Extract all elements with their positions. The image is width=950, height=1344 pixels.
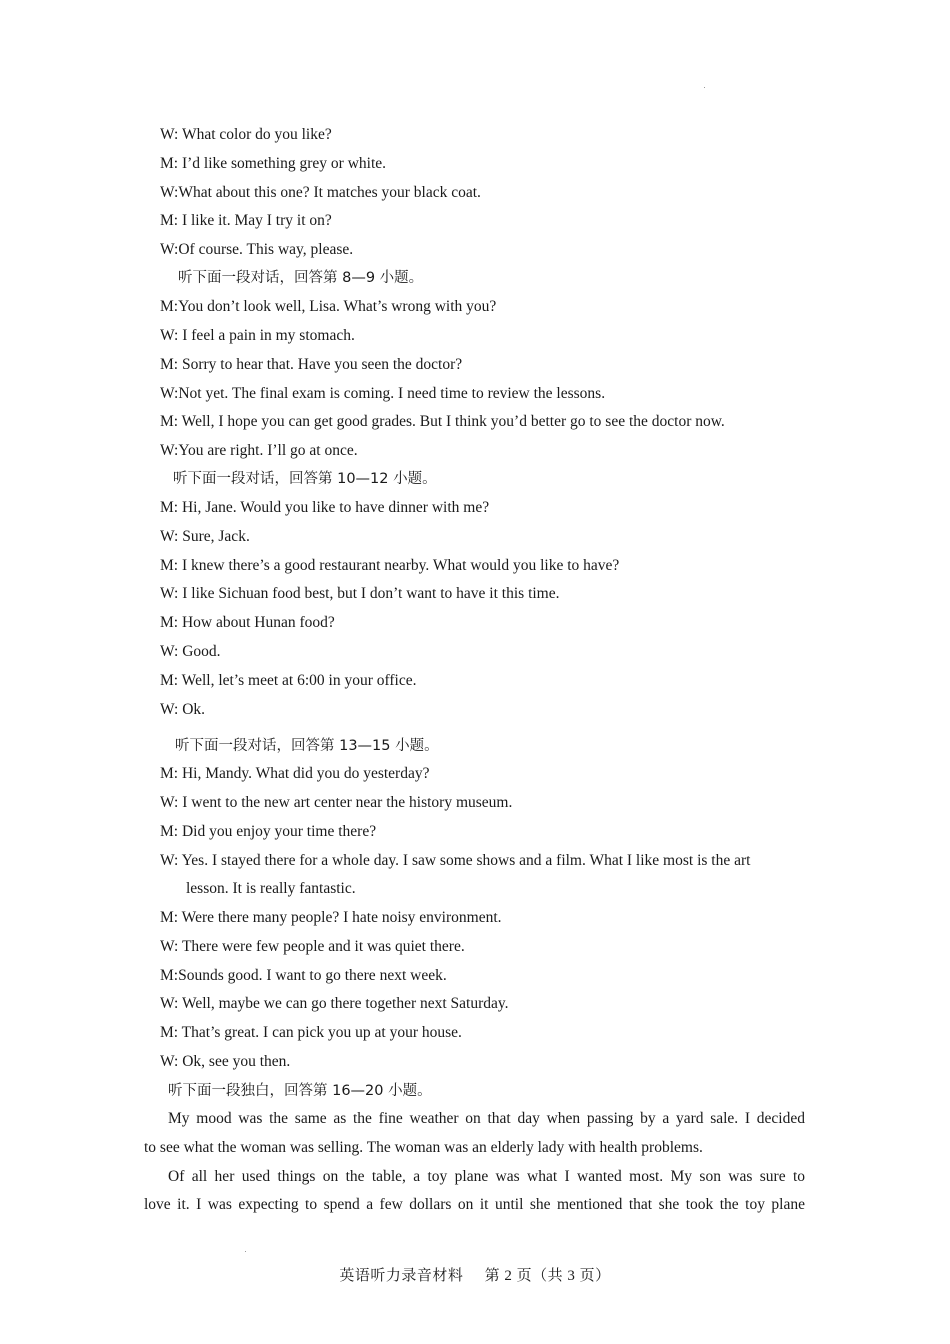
footer-title: 英语听力录音材料 xyxy=(339,1268,464,1284)
dialogue-line: M: I’d like something grey or white. xyxy=(160,155,386,172)
dialogue-line: M: Sorry to hear that. Have you seen the doctor? xyxy=(160,356,463,373)
dialogue-line: M: Hi, Mandy. What did you do yesterday? xyxy=(160,765,430,782)
dialogue-line: M: Did you enjoy your time there? xyxy=(160,823,377,840)
dialogue-line: M: I knew there’s a good restaurant nearby. What would you like to have? xyxy=(160,557,620,574)
dialogue-line: M: Well, let’s meet at 6:00 in your office. xyxy=(160,672,417,689)
monologue-line: Of all her used things on the table, a toy plane was what I wanted most. My son was sure to xyxy=(168,1168,805,1185)
footer-page-number: 第 2 页（共 3 页） xyxy=(484,1268,611,1284)
dialogue-line: M: Well, I hope you can get good grades. But I think you’d better go to see the doctor now. xyxy=(160,413,725,430)
dialogue-line: W:Of course. This way, please. xyxy=(160,241,354,258)
monologue-line: love it. I was expecting to spend a few dollars on it until she mentioned that she took the toy plane xyxy=(144,1196,805,1213)
page-footer xyxy=(0,1266,950,1286)
dialogue-line: M: How about Hunan food? xyxy=(160,614,335,631)
dialogue-line: M: Hi, Jane. Would you like to have dinner with me? xyxy=(160,499,490,516)
section-heading: 听下面一段独白，回答第 16—20 小题。 xyxy=(168,1083,432,1099)
dialogue-line: W: I like Sichuan food best, but I don’t want to have it this time. xyxy=(160,585,560,602)
section-heading: 听下面一段对话，回答第 8—9 小题。 xyxy=(178,270,424,286)
dialogue-line: W: Yes. I stayed there for a whole day. I saw some shows and a film. What I like most is the art xyxy=(160,852,751,869)
dialogue-line: W:You are right. I’ll go at once. xyxy=(160,442,358,459)
scan-speck xyxy=(704,87,705,88)
section-heading: 听下面一段对话，回答第 10—12 小题。 xyxy=(173,471,437,487)
dialogue-line: W: What color do you like? xyxy=(160,126,332,143)
dialogue-line: M:You don’t look well, Lisa. What’s wrong with you? xyxy=(160,298,497,315)
dialogue-line: W: Good. xyxy=(160,643,221,660)
dialogue-line-continuation: lesson. It is really fantastic. xyxy=(186,880,356,897)
dialogue-line: W: Sure, Jack. xyxy=(160,528,250,545)
dialogue-line: M: That’s great. I can pick you up at your house. xyxy=(160,1024,462,1041)
monologue-line: to see what the woman was selling. The woman was an elderly lady with health problems. xyxy=(144,1139,703,1156)
dialogue-line: W: There were few people and it was quiet there. xyxy=(160,938,465,955)
dialogue-line: W: Well, maybe we can go there together next Saturday. xyxy=(160,995,509,1012)
dialogue-line: W:Not yet. The final exam is coming. I need time to review the lessons. xyxy=(160,385,606,402)
dialogue-line: W: I feel a pain in my stomach. xyxy=(160,327,355,344)
dialogue-line: M: Were there many people? I hate noisy environment. xyxy=(160,909,502,926)
section-heading: 听下面一段对话，回答第 13—15 小题。 xyxy=(175,738,439,754)
dialogue-line: M: I like it. May I try it on? xyxy=(160,212,332,229)
monologue-line: My mood was the same as the fine weather on that day when passing by a yard sale. I decided xyxy=(168,1110,805,1127)
dialogue-line: W: I went to the new art center near the history museum. xyxy=(160,794,513,811)
scan-speck xyxy=(245,1251,246,1252)
dialogue-line: M:Sounds good. I want to go there next week. xyxy=(160,967,447,984)
dialogue-line: W:What about this one? It matches your black coat. xyxy=(160,184,481,201)
dialogue-line: W: Ok, see you then. xyxy=(160,1053,291,1070)
dialogue-line: W: Ok. xyxy=(160,701,206,718)
